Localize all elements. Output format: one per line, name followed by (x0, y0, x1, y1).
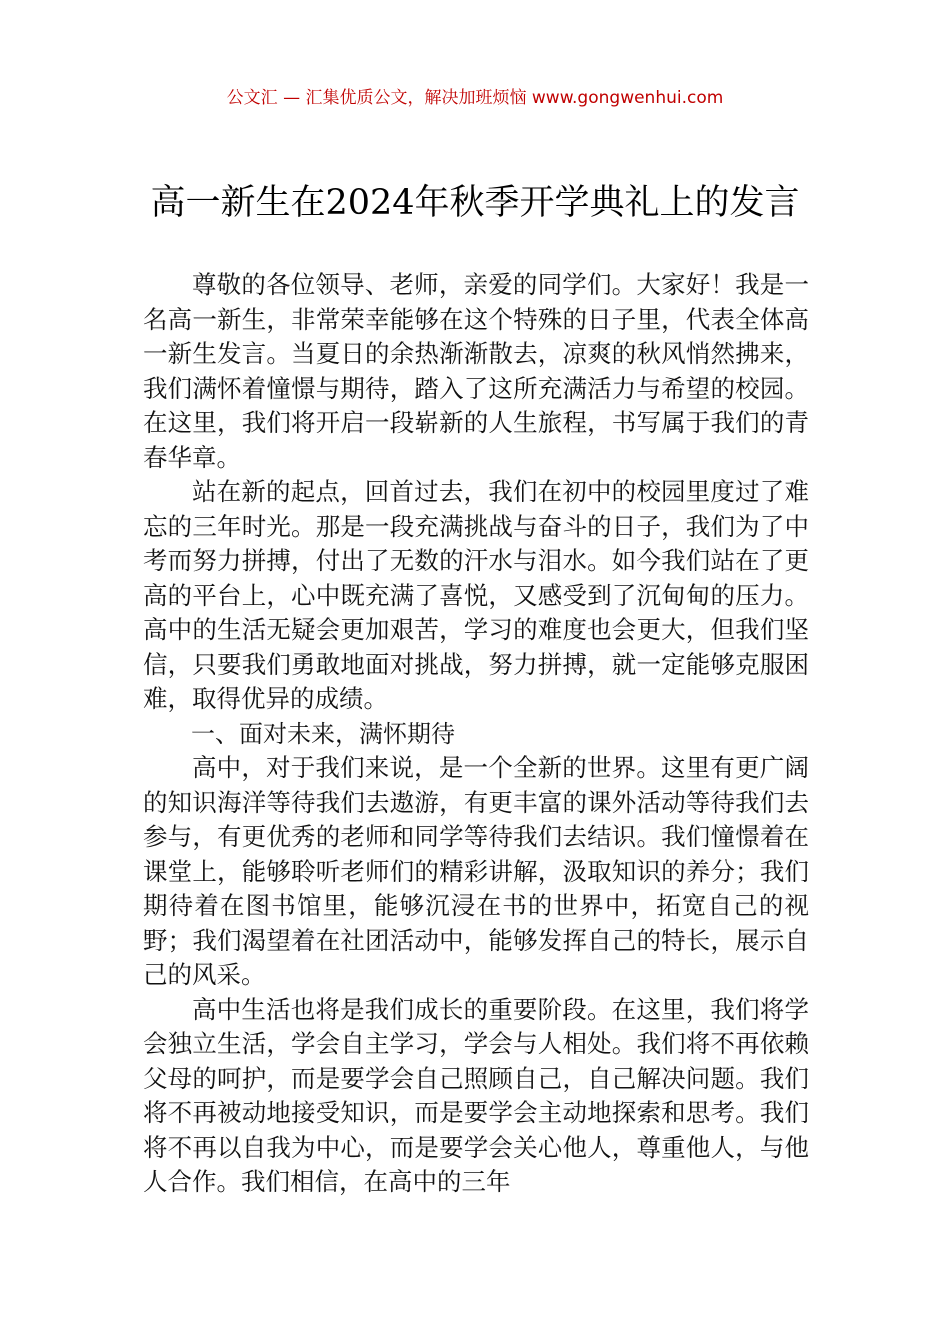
document-title: 高一新生在2024年秋季开学典礼上的发言 (150, 183, 800, 223)
paragraph-growth-stage: 高中生活也将是我们成长的重要阶段。在这里，我们将学会独立生活，学会自主学习，学会与人相处。我们将不再依赖父母的呵护，而是要学会自己照顾自己，自己解决问题。我们将不再被动地接受知识，而是要学会主动地探索和思考。我们将不再以自我为中心，而是要学会关心他人，尊重他人，与他人合作。我们相信，在高中的三年 (143, 994, 809, 1196)
section-heading-1: 一、面对未来，满怀期待 (191, 719, 455, 748)
header-banner: 公文汇 — 汇集优质公文，解决加班烦恼 www.gongwenhui.com (226, 88, 724, 108)
paragraph-new-start: 站在新的起点，回首过去，我们在初中的校园里度过了难忘的三年时光。那是一段充满挑战与奋斗的日子，我们为了中考而努力拼搏，付出了无数的汗水与泪水。如今我们站在了更高的平台上，心中既充满了喜悦，又感受到了沉甸甸的压力。高中的生活无疑会更加艰苦，学习的难度也会更大，但我们坚信，只要我们勇敢地面对挑战，努力拼搏，就一定能够克服困难，取得优异的成绩。 (143, 477, 809, 713)
document-body (143, 268, 809, 1200)
paragraph-high-school-world: 高中，对于我们来说，是一个全新的世界。这里有更广阔的知识海洋等待我们去遨游，有更丰富的课外活动等待我们去参与，有更优秀的老师和同学等待我们去结识。我们憧憬着在课堂上，能够聆听老师们的精彩讲解，汲取知识的养分；我们期待着在图书馆里，能够沉浸在书的世界中，拓宽自己的视野；我们渴望着在社团活动中，能够发挥自己的特长，展示自己的风采。 (143, 753, 809, 989)
paragraph-greeting: 尊敬的各位领导、老师，亲爱的同学们。大家好！我是一名高一新生，非常荣幸能够在这个特殊的日子里，代表全体高一新生发言。当夏日的余热渐渐散去，凉爽的秋风悄然拂来，我们满怀着憧憬与期待，踏入了这所充满活力与希望的校园。在这里，我们将开启一段崭新的人生旅程，书写属于我们的青春华章。 (143, 270, 809, 472)
